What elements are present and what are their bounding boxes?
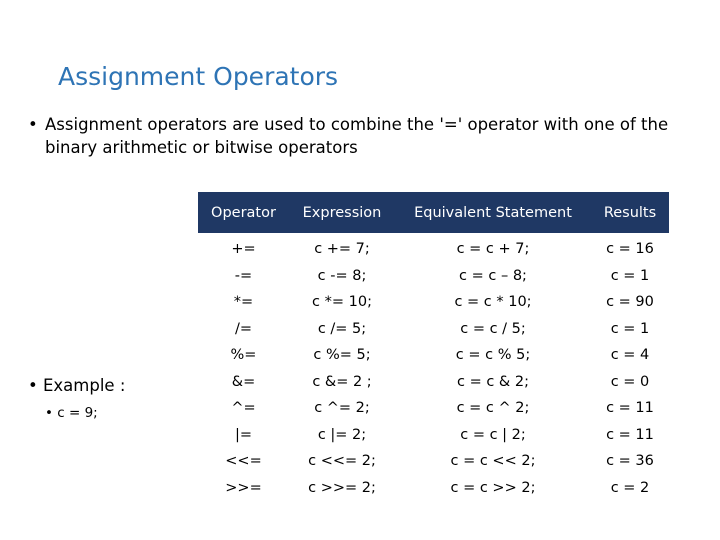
expression-cell: c += 7; — [314, 241, 370, 258]
bullet-dot-icon: • — [28, 376, 38, 395]
operator-cell: <<= — [225, 453, 262, 470]
table-header-row — [198, 192, 669, 235]
expression-cell: c -= 8; — [317, 267, 367, 284]
example-bullet — [28, 376, 125, 395]
equivalent-cell: c = c & 2; — [457, 373, 529, 390]
equivalent-cell: c = c | 2; — [460, 426, 526, 443]
operator-cell: += — [231, 241, 256, 258]
header-equivalent-statement: Equivalent Statement — [395, 192, 591, 235]
operator-cell: /= — [234, 320, 253, 337]
operator-cell: -= — [234, 267, 253, 284]
expression-cell: c *= 10; — [312, 294, 372, 311]
operator-cell: >>= — [225, 479, 262, 496]
result-cell: c = 2 — [610, 479, 650, 496]
result-cell: c = 11 — [606, 426, 654, 443]
result-cell: c = 4 — [610, 347, 650, 364]
equivalent-cell: c = c << 2; — [450, 453, 536, 470]
result-cell: c = 0 — [610, 373, 650, 390]
operators-table — [198, 192, 669, 501]
table-row — [198, 263, 669, 290]
expression-cell: c ^= 2; — [314, 400, 370, 417]
equivalent-cell: c = c ^ 2; — [456, 400, 530, 417]
header-operator: Operator — [198, 192, 289, 235]
table-row — [198, 316, 669, 343]
equivalent-cell: c = c * 10; — [454, 294, 532, 311]
table-row — [198, 289, 669, 316]
operator-cell: %= — [230, 347, 257, 364]
table-row — [198, 422, 669, 449]
operator-cell: *= — [233, 294, 254, 311]
operator-cell: |= — [234, 426, 253, 443]
equivalent-cell: c = c / 5; — [460, 320, 526, 337]
result-cell: c = 16 — [606, 241, 654, 258]
equivalent-cell: c = c >> 2; — [450, 479, 536, 496]
table-row — [198, 235, 669, 263]
table-row — [198, 475, 669, 502]
bullet-dot-icon: • — [28, 115, 38, 134]
result-cell: c = 11 — [606, 400, 654, 417]
operator-cell: &= — [231, 373, 256, 390]
expression-cell: c %= 5; — [313, 347, 371, 364]
operator-cell: ^= — [231, 400, 256, 417]
result-cell: c = 1 — [610, 267, 650, 284]
expression-cell: c |= 2; — [317, 426, 367, 443]
table-row — [198, 342, 669, 369]
bullet-text: Assignment operators are used to combine the '=' operator with one of the binary arithmetic or bitwise operators — [45, 115, 669, 157]
table-row — [198, 395, 669, 422]
expression-cell: c /= 5; — [317, 320, 367, 337]
header-expression: Expression — [289, 192, 395, 235]
example-label: Example : — [42, 376, 126, 395]
expression-cell: c >>= 2; — [308, 479, 376, 496]
sub-bullet-dot-icon: • — [45, 405, 53, 421]
example-sub-text: c = 9; — [57, 405, 98, 421]
example-sub-bullet — [45, 405, 98, 421]
result-cell: c = 90 — [606, 294, 654, 311]
result-cell: c = 36 — [606, 453, 654, 470]
table-row — [198, 448, 669, 475]
expression-cell: c <<= 2; — [308, 453, 376, 470]
expression-cell: c &= 2 ; — [312, 373, 372, 390]
equivalent-cell: c = c + 7; — [456, 241, 530, 258]
equivalent-cell: c = c % 5; — [455, 347, 531, 364]
equivalent-cell: c = c – 8; — [459, 267, 527, 284]
result-cell: c = 1 — [610, 320, 650, 337]
header-results: Results — [591, 192, 669, 235]
slide-title: Assignment Operators — [58, 62, 339, 91]
table-row — [198, 369, 669, 396]
